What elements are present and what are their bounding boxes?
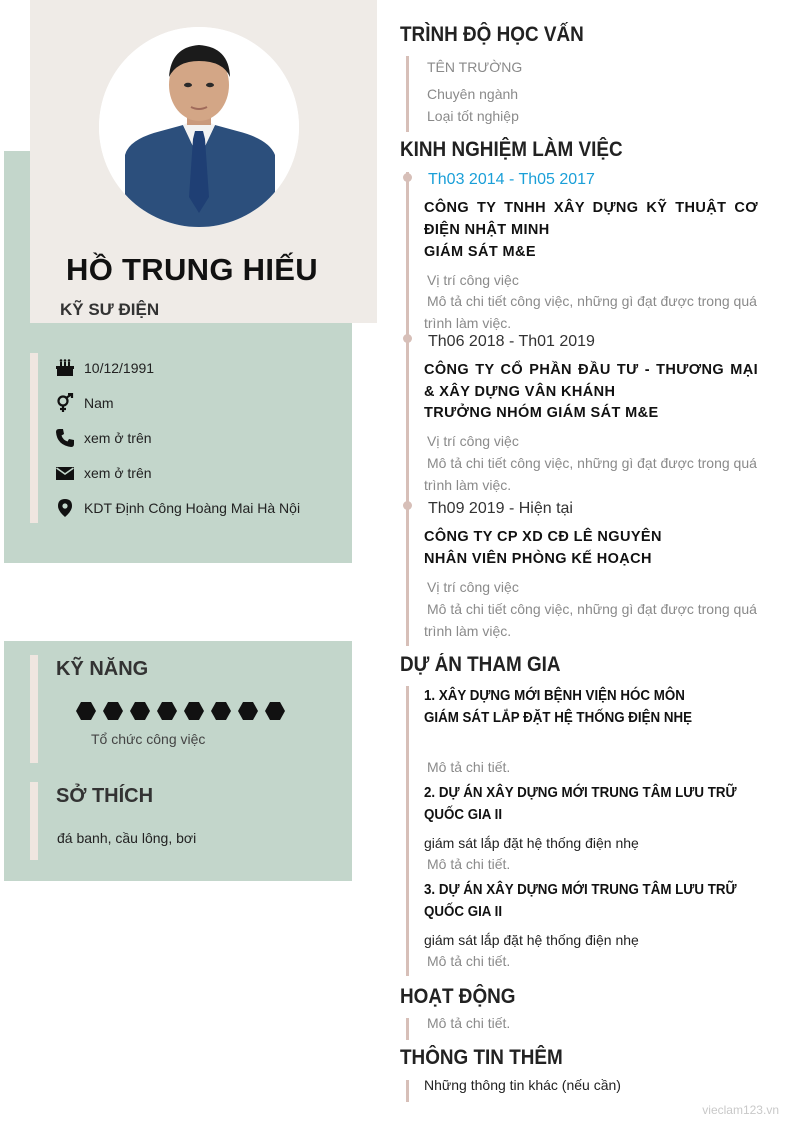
experience-description: Mô tả chi tiết công việc, những gì đạt được trong quá trình làm việc. (424, 601, 757, 639)
skill-item: Tổ chức công việc (91, 731, 206, 747)
experience-company: CÔNG TY CP XD CĐ LÊ NGUYÊN (424, 529, 662, 545)
contact-birthday (54, 357, 154, 379)
project-title: 3. DỰ ÁN XÂY DỰNG MỚI TRUNG TÂM LƯU TRỮ QUỐC GIA II (424, 882, 737, 920)
experience-description: Mô tả chi tiết công việc, những gì đạt được trong quá trình làm việc. (424, 293, 757, 331)
activities-description: Mô tả chi tiết. (427, 1015, 511, 1031)
watermark: vieclam123.vn (702, 1103, 779, 1117)
skill-level-dot (238, 702, 258, 720)
contact-email (54, 462, 152, 484)
education-major: Chuyên ngành (427, 86, 519, 102)
hobbies-text: đá banh, cầu lông, bơi (57, 830, 197, 846)
profile-photo (99, 27, 299, 227)
project-description: Mô tả chi tiết. (427, 856, 511, 872)
contact-accent-bar (30, 353, 38, 523)
experience-description: Mô tả chi tiết công việc, những gì đạt được trong quá trình làm việc. (424, 455, 757, 493)
education-heading: TRÌNH ĐỘ HỌC VẤN (400, 23, 584, 46)
skill-level-dot (103, 702, 123, 720)
experience-heading: KINH NGHIỆM LÀM VIỆC (400, 138, 623, 161)
hobbies-heading: SỞ THÍCH (56, 785, 154, 807)
birthday-text: 10/12/1991 (84, 360, 155, 376)
experience-company: CÔNG TY TNHH XÂY DỰNG KỸ THUẬT CƠ ĐIỆN NHẬT MINH (424, 200, 758, 238)
contact-phone (54, 427, 152, 449)
experience-period: Th03 2014 - Th05 2017 (428, 171, 595, 188)
project-title: 1. XÂY DỰNG MỚI BỆNH VIỆN HÓC MÔN (424, 688, 685, 704)
contact-gender (54, 392, 114, 414)
skill-level-indicator (76, 702, 285, 720)
project-title: 2. DỰ ÁN XÂY DỰNG MỚI TRUNG TÂM LƯU TRỮ QUỐC GIA II (424, 785, 737, 823)
education-grade: Loại tốt nghiệp (427, 108, 519, 124)
education-school: TÊN TRƯỜNG (427, 59, 523, 75)
projects-heading: DỰ ÁN THAM GIA (400, 653, 561, 676)
candidate-name: HỒ TRUNG HIẾU (66, 252, 318, 287)
hobbies-accent-bar (30, 782, 38, 860)
skill-level-dot (76, 702, 96, 720)
email-text: xem ở trên (84, 465, 152, 481)
project-description: Mô tả chi tiết. (427, 953, 511, 969)
gender-text: Nam (84, 395, 114, 411)
activities-heading: HOẠT ĐỘNG (400, 985, 516, 1008)
skill-level-dot (184, 702, 204, 720)
skills-heading: KỸ NĂNG (56, 658, 149, 680)
timeline-dot (403, 501, 412, 510)
experience-role: NHÂN VIÊN PHÒNG KẾ HOẠCH (424, 551, 652, 567)
project-role: GIÁM SÁT LẮP ĐẶT HỆ THỐNG ĐIỆN NHẸ (424, 710, 693, 726)
experience-period: Th09 2019 - Hiện tại (428, 500, 573, 517)
additional-text: Những thông tin khác (nếu cần) (424, 1077, 621, 1093)
project-role: giám sát lắp đặt hệ thống điện nhẹ (424, 932, 639, 948)
experience-position: Vị trí công việc (427, 272, 519, 288)
candidate-job-title: KỸ SƯ ĐIỆN (60, 300, 160, 319)
gender-icon (54, 392, 76, 414)
phone-icon (54, 427, 76, 449)
phone-text: xem ở trên (84, 430, 152, 446)
experience-period: Th06 2018 - Th01 2019 (428, 333, 595, 350)
project-role: giám sát lắp đặt hệ thống điện nhẹ (424, 835, 639, 851)
skill-level-dot (265, 702, 285, 720)
experience-company: CÔNG TY CỔ PHẦN ĐẦU TƯ - THƯƠNG MẠI & XÂY DỰNG VÂN KHÁNH (424, 362, 758, 400)
project-description: Mô tả chi tiết. (427, 759, 511, 775)
activities-timeline-line (406, 1018, 409, 1040)
timeline-dot (403, 173, 412, 182)
experience-position: Vị trí công việc (427, 433, 519, 449)
skill-level-dot (211, 702, 231, 720)
timeline-dot (403, 334, 412, 343)
birthday-cake-icon (54, 357, 76, 379)
contact-address (54, 497, 300, 519)
experience-role: TRƯỞNG NHÓM GIÁM SÁT M&E (424, 405, 659, 421)
projects-timeline-line (406, 686, 409, 976)
address-text: KDT Định Công Hoàng Mai Hà Nội (84, 500, 301, 516)
skills-accent-bar (30, 655, 38, 763)
experience-timeline-line (406, 172, 409, 646)
education-timeline-line (406, 56, 409, 132)
additional-heading: THÔNG TIN THÊM (400, 1046, 563, 1069)
experience-role: GIÁM SÁT M&E (424, 244, 536, 260)
experience-position: Vị trí công việc (427, 579, 519, 595)
location-pin-icon (54, 497, 76, 519)
email-icon (54, 462, 76, 484)
skill-level-dot (157, 702, 177, 720)
additional-timeline-line (406, 1080, 409, 1102)
skill-level-dot (130, 702, 150, 720)
